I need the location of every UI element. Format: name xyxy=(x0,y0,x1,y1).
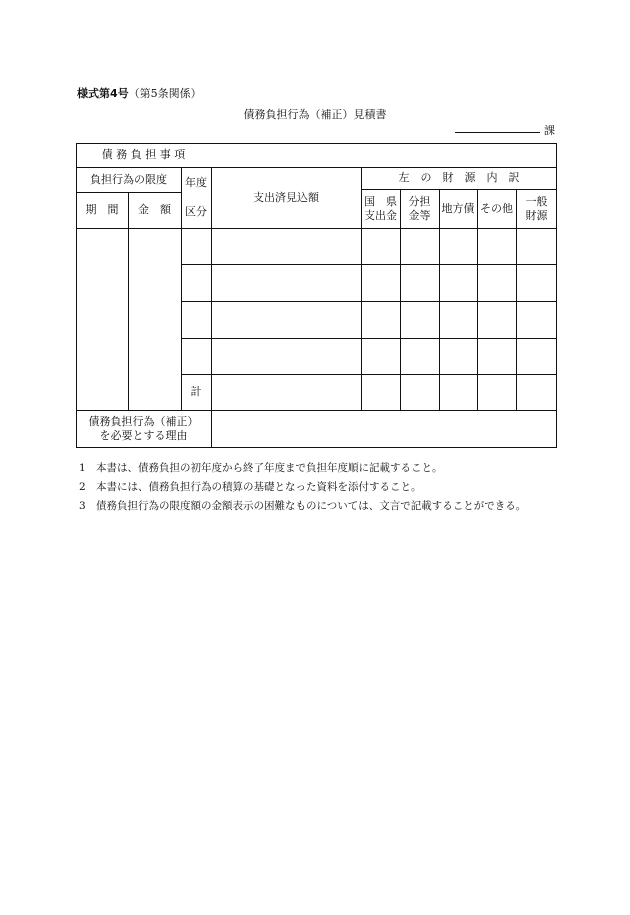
national-prefectural-line1: 国 県 xyxy=(364,194,397,208)
header-limit: 負担行為の限度 xyxy=(90,172,167,186)
note-number: 2 xyxy=(79,481,86,493)
note-item xyxy=(79,459,526,478)
header-national-prefectural xyxy=(361,189,400,228)
general-revenue-line1: 一般 xyxy=(525,194,548,208)
estimate-table xyxy=(76,143,557,448)
document-title: 債務負担行為（補正）見積書 xyxy=(243,108,387,121)
national-prefectural-line2: 支出金 xyxy=(364,208,397,222)
header-local-bond: 地方債 xyxy=(441,201,475,215)
department-underline xyxy=(455,132,540,133)
share-line2: 金等 xyxy=(408,208,431,222)
general-revenue-line2: 財源 xyxy=(525,208,548,222)
form-number-label: 様式第4号 xyxy=(77,87,129,100)
header-year-line2: 区分 xyxy=(185,205,207,218)
department-label: 課 xyxy=(544,124,555,137)
header-debt-item: 債 務 負 担 事 項 xyxy=(101,148,186,161)
note-number: 1 xyxy=(79,462,86,474)
note-text: 本書は、債務負担の初年度から終了年度まで負担年度順に記載すること。 xyxy=(96,462,443,474)
header-period: 期 間 xyxy=(85,203,119,216)
share-line1: 分担 xyxy=(408,194,431,208)
header-funding-breakdown: 左 の 財 源 内 訳 xyxy=(398,171,520,184)
header-other: その他 xyxy=(480,201,513,215)
form-number xyxy=(77,85,202,101)
header-share xyxy=(400,189,439,228)
header-year-line1: 年度 xyxy=(185,176,207,189)
note-item xyxy=(79,478,526,497)
header-expected-expenditure: 支出済見込額 xyxy=(253,190,319,204)
note-number: 3 xyxy=(79,500,86,512)
note-item xyxy=(79,497,526,516)
header-general-revenue xyxy=(516,189,557,228)
reason-line2: を必要とする理由 xyxy=(99,429,188,442)
note-text: 本書には、債務負担行為の積算の基礎となった資料を添付すること。 xyxy=(96,481,422,493)
reason-label xyxy=(76,410,211,448)
total-label: 計 xyxy=(190,385,202,398)
notes-list xyxy=(79,459,526,516)
form-reference: （第5条関係） xyxy=(128,87,202,100)
note-text: 債務負担行為の限度額の金額表示の困難なものについては、文言で記載することができる。 xyxy=(96,500,527,512)
reason-line1: 債務負担行為（補正） xyxy=(88,415,199,428)
header-amount: 金 額 xyxy=(138,203,171,216)
